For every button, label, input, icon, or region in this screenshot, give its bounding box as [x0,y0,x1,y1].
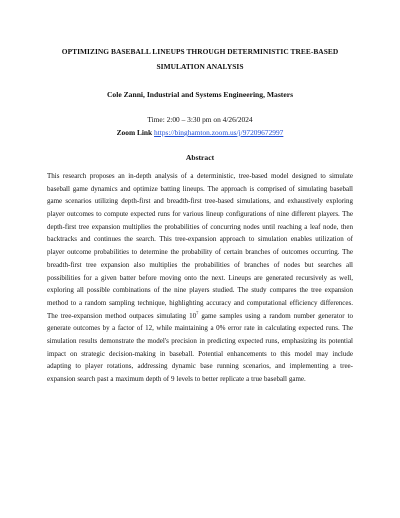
author-line: Cole Zanni, Industrial and Systems Engineering, Masters [106,90,294,99]
abstract-heading: Abstract [185,153,215,162]
abstract-paragraph [47,170,353,386]
abstract-text-part2: game samples using a random number generator to generate outcomes by a factor of 12, while maintaining a 0% error rate in calculating expected runs. The simulation results demonstrate the model's precision in predicting expected runs, emphasizing its potential impact on strategic decision-making in baseball. Potential enhancements to this model may include adapting to player rotations, addressing dynamic base running scenarios, and implementing a tree-expansion search past a maximum depth of 9 levels to better replicate a true baseball game. [47,311,353,383]
zoom-link[interactable]: https://binghamton.zoom.us/j/97209672997 [154,128,284,137]
session-time: Time: 2:00 – 3:30 pm on 4/26/2024 [147,115,253,124]
zoom-label: Zoom Link [116,128,153,137]
zoom-line [40,128,360,138]
abstract-text-part1: This research proposes an in-depth analysis of a deterministic, tree-based model designed to simulate baseball game dynamics and optimize batting lineups. The approach is comprised of simulating baseball game scenarios utilizing depth-first and breadth-first tree-based simulations, and exhaustively exploring player outcomes to compute expected runs for various lineup configurations of nine different players. The depth-first tree expansion multiplies the probabilities of concurring nodes until reaching a leaf node, then backtracks and continues the search. This tree-expansion approach to simulation enables utilization of player outcome probabilities to determine the probability of certain branches of outcomes occurring. The breadth-first tree expansion also multiplies the probabilities of branches of nodes but searches all possibilities for a given batter before moving onto the next. Lineups are generated recursively as well, exploring all possible combinations of the nine players studied. The study compares the tree expansion method to a random sampling technique, highlighting accuracy and computational efficiency differences. The tree-expansion method outpaces simulating 10 [47,172,353,320]
abstract-exponent: 7 [196,310,199,316]
document-title: OPTIMIZING BASEBALL LINEUPS THROUGH DETERMINISTIC TREE-BASED SIMULATION ANALYSIS [61,47,339,71]
